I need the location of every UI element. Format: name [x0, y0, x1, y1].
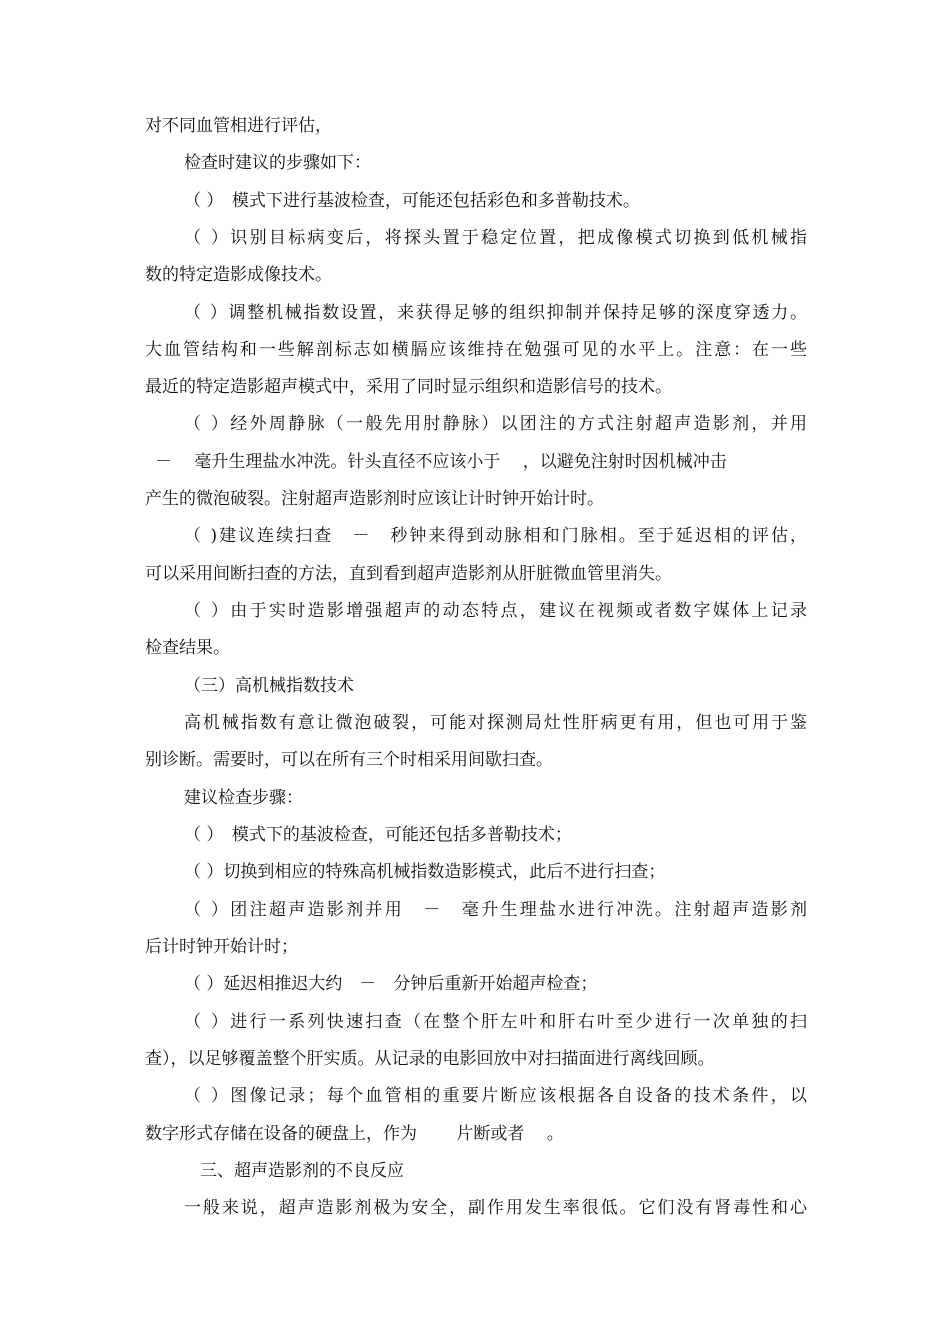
text-line: 产生的微泡破裂。注射超声造影剂时应该让计时钟开始计时。 — [145, 489, 604, 509]
text-line: （ ） 模式下进行基波检查，可能还包括彩色和多普勒技术。 — [184, 191, 640, 211]
text-line: 数的特定造影成像技术。 — [145, 265, 332, 285]
section-heading: （三）高机械指数技术 — [184, 676, 354, 696]
text-line: 查），以足够覆盖整个肝实质。从记录的电影回放中对扫描面进行离线回顾。 — [145, 1049, 715, 1069]
text-line: 后计时钟开始计时； — [145, 937, 298, 957]
text-line: 一般来说，超声造影剂极为安全，副作用发生率很低。它们没有肾毒性和心 — [184, 1198, 807, 1218]
text-line: （ ）进行一系列快速扫查（在整个肝左叶和肝右叶至少进行一次单独的扫 — [184, 1012, 807, 1032]
text-line: 大血管结构和一些解剖标志如横膈应该维持在勉强可见的水平上。注意：在一些 — [145, 340, 807, 360]
text-line: （ ） 模式下的基波检查，可能还包括多普勒技术； — [184, 825, 572, 845]
text-line: － 毫升生理盐水冲洗。针头直径不应该小于 ，以避免注射时因机械冲击 — [155, 452, 727, 472]
text-line: （ ）调整机械指数设置，来获得足够的组织抑制并保持足够的深度穿透力。 — [184, 303, 807, 323]
text-line: 可以采用间断扫查的方法，直到看到超声造影剂从肝脏微血管里消失。 — [145, 564, 672, 584]
text-line: 对不同血管相进行评估， — [145, 116, 332, 136]
text-line: 检查时建议的步骤如下： — [184, 153, 371, 173]
text-line: 建议检查步骤： — [184, 788, 303, 808]
text-line: 检查结果。 — [145, 638, 230, 658]
text-line: （ )建议连续扫查 － 秒钟来得到动脉相和门脉相。至于延迟相的评估， — [184, 526, 807, 546]
text-line: （ ）识别目标病变后，将探头置于稳定位置，把成像模式切换到低机械指 — [184, 228, 807, 248]
text-line: 数字形式存储在设备的硬盘上，作为 片断或者 。 — [145, 1124, 564, 1144]
text-line: 高机械指数有意让微泡破裂，可能对探测局灶性肝病更有用，但也可用于鉴 — [184, 713, 807, 733]
section-heading: 三、超声造影剂的不良反应 — [200, 1161, 404, 1181]
text-line: （ ）由于实时造影增强超声的动态特点，建议在视频或者数字媒体上记录 — [184, 601, 807, 621]
text-line: （ ）经外周静脉（一般先用肘静脉）以团注的方式注射超声造影剂，并用 — [184, 414, 807, 434]
text-line: 别诊断。需要时，可以在所有三个时相采用间歇扫查。 — [145, 750, 553, 770]
text-line: （ ）切换到相应的特殊高机械指数造影模式，此后不进行扫查； — [184, 862, 666, 882]
text-line: 最近的特定造影超声模式中，采用了同时显示组织和造影信号的技术。 — [145, 377, 672, 397]
text-line: （ ）延迟相推迟大约 － 分钟后重新开始超声检查； — [184, 974, 598, 994]
text-line: （ ）团注超声造影剂并用 － 毫升生理盐水进行冲洗。注射超声造影剂 — [184, 900, 807, 920]
text-line: （ ）图像记录；每个血管相的重要片断应该根据各自设备的技术条件，以 — [184, 1086, 807, 1106]
